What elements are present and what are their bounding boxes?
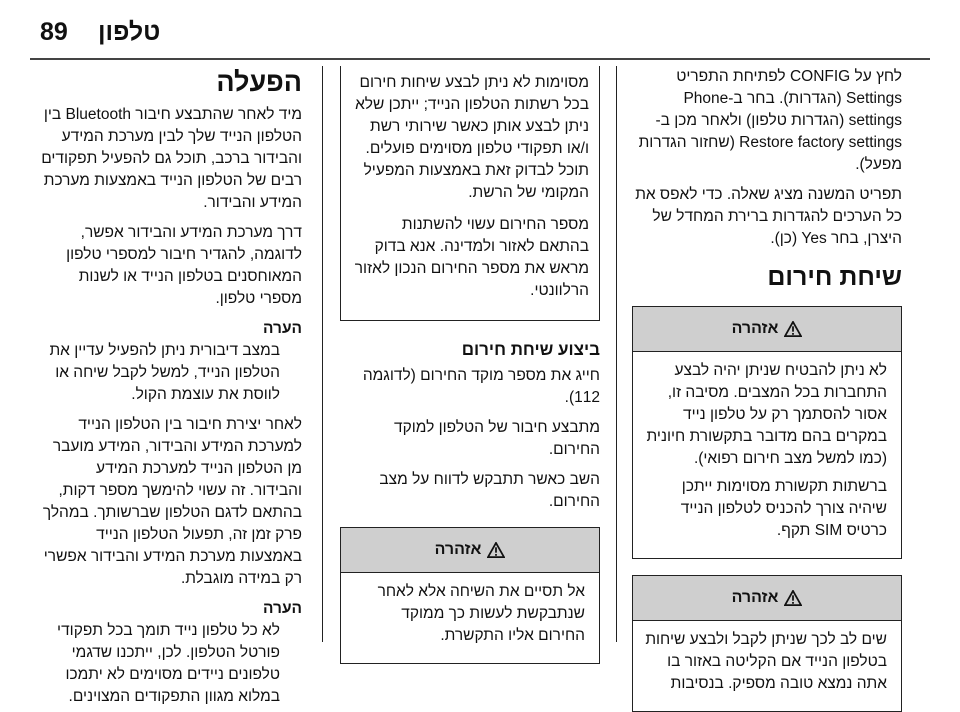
paragraph: לאחר יצירת חיבור בין הטלפון הנייד למערכת המידע והבידור, המידע מועבר מן הטלפון הנייד למערכת המידע והבידור. זה עשוי להימשך מספר דקות, בהתאם לדגם הטלפון שברשותך. במהלך פרק זמן זה, תפעול הטלפון הנייד באמצעות מערכת המידע והבידור אפשרי רק במידה מוגבלת. [42,416,302,587]
paragraph: מיד לאחר שהתבצע חיבור Bluetooth בין הטלפון הנייד שלך לבין מערכת המידע והבידור ברכב, תוכל גם להפעיל תפקודים רבים של הטלפון הנייד באמצעות מערכת המידע והבידור. [41,106,302,211]
page-number: 89 [40,18,68,46]
warning-text: ברשתות תקשורת מסוימות ייתכן שיהיה צורך להכניס לטלפון הנייד כרטיס SIM תקף. [680,478,887,539]
warning-text: מספר החירום עשוי להשתנות בהתאם לאזור ולמדינה. אנא בדוק מראש את מספר החירום הנכון לאזור הרלוונטי. [354,216,589,299]
step-dial: חייג את מספר מוקד החירום (לדוגמה 112). [362,367,600,406]
subheading-emergency-call: ביצוע שיחת חירום [461,340,600,359]
column-right [632,66,902,692]
warning-text: מסוימות לא ניתן לבצע שיחות חירום בכל רשתות הטלפון הנייד; ייתכן שלא ניתן לבצע אותן כאשר שירותי רשת ו/או תפקודי טלפון מסוימים פועלים. תוכל לבדוק זאת באמצעות המפעיל המקומי של הרשת. [355,74,589,201]
warning-box [632,306,902,559]
warning-triangle-icon [784,321,802,337]
reset-instructions: לחץ על CONFIG לפתיחת התפריט Settings (הגדרות). בחר ב-Phone settings (הגדרות טלפון) ולאחר מכן ב-Restore factory settings (שחזור הגדרות מפעל). [638,68,902,173]
warning-box [340,527,600,664]
column-divider-left [322,66,323,642]
section-title-emergency: שיחת חירום [767,263,902,291]
warning-label: אזהרה [434,541,482,558]
column-middle [340,66,600,642]
column-divider-right [616,66,617,642]
warning-header [633,576,901,621]
warning-label: אזהרה [731,589,779,606]
note-body: לא כל טלפון נייד תומך בכל תפקודי פורטל הטלפון. לכן, ייתכנו שדגמי טלפונים ניידים מסוימים לא יתמכו במלוא מגוון התפקודים המצוינים. [57,622,280,705]
warning-text: אל תסיים את השיחה אלא לאחר שנתבקשת לעשות כך ממוקד החירום אליו התקשרת. [377,583,585,644]
section-title-operation: הפעלה [216,67,302,97]
warning-triangle-icon [784,590,802,606]
warning-text: שים לב לכך שניתן לקבל ולבצע שיחות בטלפון הנייד אם הקליטה באזור בו אתה נמצא טובה מספיק. בנסיבות [645,631,887,692]
note-heading: הערה [263,600,302,617]
warning-text: לא ניתן להבטיח שניתן יהיה לבצע התחברות בכל המצבים. מסיבה זו, אסור להסתמך רק על טלפון נייד במקרים בהם מדובר בתקשורת חיונית (כמו למשל מצב חירום רפואי). [646,362,887,467]
note-body: במצב דיבורית ניתן להפעיל עדיין את הטלפון הנייד, למשל לקבל שיחה או לווסת את עוצמת הקול. [49,342,280,403]
warning-box [632,575,902,712]
paragraph: דרך מערכת המידע והבידור אפשר, לדוגמה, להגדיר חיבור למספרי טלפון המאוחסנים בטלפון הנייד או לשנות מספרי טלפון. [66,224,302,307]
warning-label: אזהרה [731,320,779,337]
warning-header [341,528,599,573]
column-left [40,66,302,705]
warning-header [633,307,901,352]
warning-triangle-icon [487,542,505,558]
header-rule [30,58,930,60]
reset-confirm: תפריט המשנה מציג שאלה. כדי לאפס את כל הערכים להגדרות ברירת המחדל של היצרן, בחר Yes (כן). [635,186,902,247]
warning-continuation-box [340,66,600,321]
step-answer: השב כאשר תתבקש לדווח על מצב החירום. [379,471,600,510]
page-title: טלפון [98,18,161,46]
note-heading: הערה [263,320,302,337]
step-connect: מתבצע חיבור של הטלפון למוקד החירום. [393,419,600,458]
